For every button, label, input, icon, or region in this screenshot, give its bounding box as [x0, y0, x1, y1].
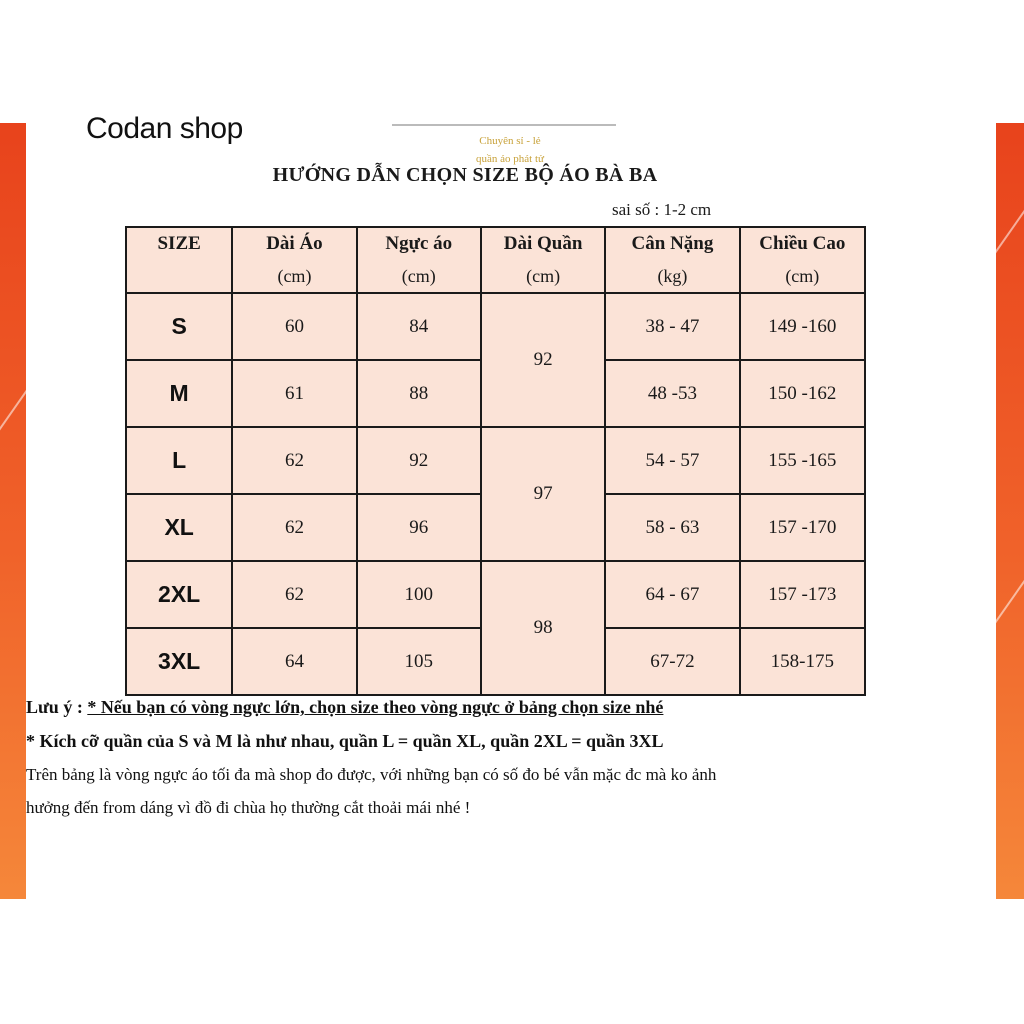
chest-cell: 96	[357, 494, 481, 561]
height-cell: 155 -165	[740, 427, 865, 494]
weight-cell: 54 - 57	[605, 427, 739, 494]
weight-cell: 38 - 47	[605, 293, 739, 360]
table-row	[126, 293, 865, 360]
size-cell: M	[126, 360, 232, 427]
note-label: Lưu ý :	[26, 697, 83, 717]
size-cell: 2XL	[126, 561, 232, 628]
height-cell: 157 -170	[740, 494, 865, 561]
shirt-length-cell: 62	[232, 427, 356, 494]
header-shirt-length: Dài Áo (cm)	[232, 227, 356, 293]
size-cell: L	[126, 427, 232, 494]
header-chest: Ngực áo (cm)	[357, 227, 481, 293]
table-row	[126, 561, 865, 628]
weight-cell: 64 - 67	[605, 561, 739, 628]
chest-cell: 88	[357, 360, 481, 427]
header-pants-length: Dài Quần (cm)	[481, 227, 605, 293]
pants-length-cell: 92	[481, 293, 605, 427]
divider	[392, 124, 616, 126]
chest-cell: 84	[357, 293, 481, 360]
height-cell: 157 -173	[740, 561, 865, 628]
pants-length-cell: 97	[481, 427, 605, 561]
left-orange-band	[0, 123, 26, 899]
chest-cell: 100	[357, 561, 481, 628]
page-title: HƯỚNG DẪN CHỌN SIZE BỘ ÁO BÀ BA	[272, 164, 658, 186]
height-cell: 158-175	[740, 628, 865, 695]
height-cell: 150 -162	[740, 360, 865, 427]
weight-cell: 58 - 63	[605, 494, 739, 561]
note-line-3: Trên bảng là vòng ngực áo tối đa mà shop đo được, với những bạn có số đo bé vẫn mặc đc mà ko ảnh	[26, 765, 717, 784]
shirt-length-cell: 62	[232, 494, 356, 561]
header-height: Chiều Cao (cm)	[740, 227, 865, 293]
size-table	[125, 226, 866, 696]
height-cell: 149 -160	[740, 293, 865, 360]
weight-cell: 67-72	[605, 628, 739, 695]
watermark-line-1: Chuyên sỉ - lẻ	[479, 135, 541, 147]
note-line-4: hưởng đến from dáng vì đồ đi chùa họ thường cắt thoải mái nhé !	[26, 798, 471, 817]
right-orange-band	[996, 123, 1024, 899]
pants-length-cell: 98	[481, 561, 605, 695]
size-cell: S	[126, 293, 232, 360]
watermark-line-2: quần áo phát tử	[476, 153, 544, 165]
header-size: SIZE	[126, 227, 232, 293]
watermark-logo	[420, 132, 600, 168]
note-line-2: * Kích cỡ quần của S và M là như nhau, quần L = quần XL, quần 2XL = quần 3XL	[26, 731, 664, 751]
table-row	[126, 427, 865, 494]
chest-cell: 105	[357, 628, 481, 695]
table-header-row	[126, 227, 865, 293]
header-weight: Cân Nặng (kg)	[605, 227, 739, 293]
note-line-1	[26, 697, 663, 718]
chest-cell: 92	[357, 427, 481, 494]
size-cell: XL	[126, 494, 232, 561]
shirt-length-cell: 64	[232, 628, 356, 695]
decorative-stripe	[0, 388, 29, 438]
size-cell: 3XL	[126, 628, 232, 695]
weight-cell: 48 -53	[605, 360, 739, 427]
shirt-length-cell: 62	[232, 561, 356, 628]
shirt-length-cell: 60	[232, 293, 356, 360]
note-text-1: * Nếu bạn có vòng ngực lớn, chọn size theo vòng ngực ở bảng chọn size nhé	[87, 697, 664, 717]
shop-name: Codan shop	[86, 112, 243, 145]
tolerance-note: sai số : 1-2 cm	[612, 200, 712, 219]
shirt-length-cell: 61	[232, 360, 356, 427]
